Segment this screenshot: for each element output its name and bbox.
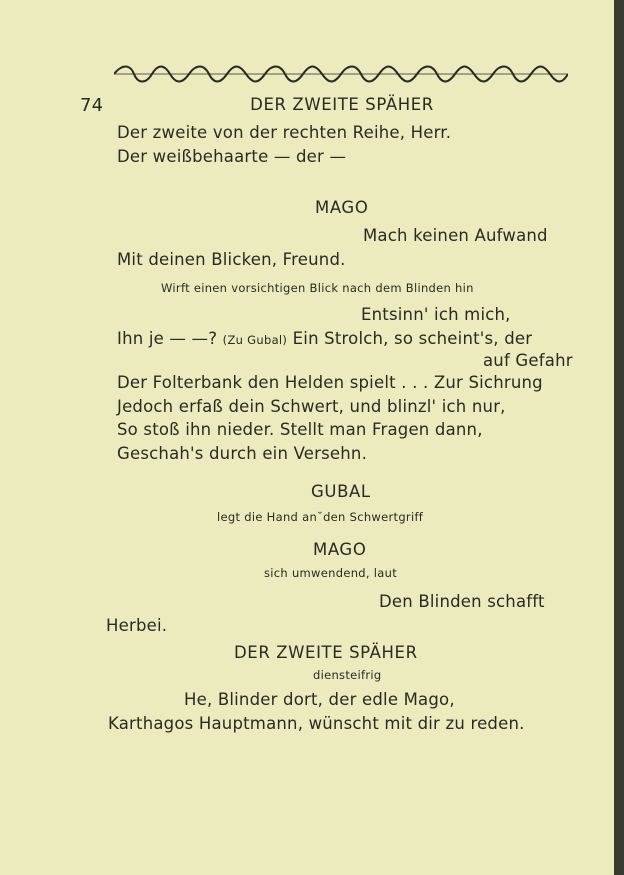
page-number: 74 [80,95,104,116]
verse-line: Der zweite von der rechten Reihe, Herr. [117,123,452,142]
verse-line: Jedoch erfaß dein Schwert, und blinzl' ich nur, [117,397,506,416]
stage-direction: (Zu Gubal) [222,333,288,347]
speaker-name: MAGO [315,198,369,217]
verse-line: Mach keinen Aufwand [363,226,548,245]
verse-line: Geschah's durch ein Versehn. [117,444,368,463]
stage-direction: diensteifrig [313,668,382,682]
stage-direction: sich umwendend, laut [264,566,398,580]
verse-line: Der Folterbank den Helden spielt . . . Zur Sichrung [117,373,543,392]
speaker-name: MAGO [313,540,367,559]
verse-line: Der weißbehaarte — der — [117,147,347,166]
verse-fragment: Ein Strolch, so scheint's, der [292,329,533,348]
verse-line: He, Blinder dort, der edle Mago, [184,690,455,709]
verse-line: So stoß ihn nieder. Stellt man Fragen dann, [117,420,483,439]
border-scroll-ornament-icon [114,64,568,84]
verse-line: Den Blinden schafft [379,592,545,611]
page-edge-shadow [614,0,624,875]
verse-line: Herbei. [106,616,168,635]
verse-line: Entsinn' ich mich, [361,305,511,324]
speaker-name: DER ZWEITE SPÄHER [234,643,418,662]
verse-fragment: Ihn je — —? [117,329,218,348]
stage-direction: legt die Hand an˘den Schwertgriff [217,510,424,524]
verse-line [117,329,532,348]
stage-direction: Wirft einen vorsichtigen Blick nach dem Blinden hin [161,281,474,295]
speaker-name: GUBAL [311,482,371,501]
speaker-name: DER ZWEITE SPÄHER [250,95,434,114]
verse-line: auf Gefahr [483,351,573,370]
verse-line: Karthagos Hauptmann, wünscht mit dir zu reden. [108,714,525,733]
verse-line: Mit deinen Blicken, Freund. [117,250,346,269]
